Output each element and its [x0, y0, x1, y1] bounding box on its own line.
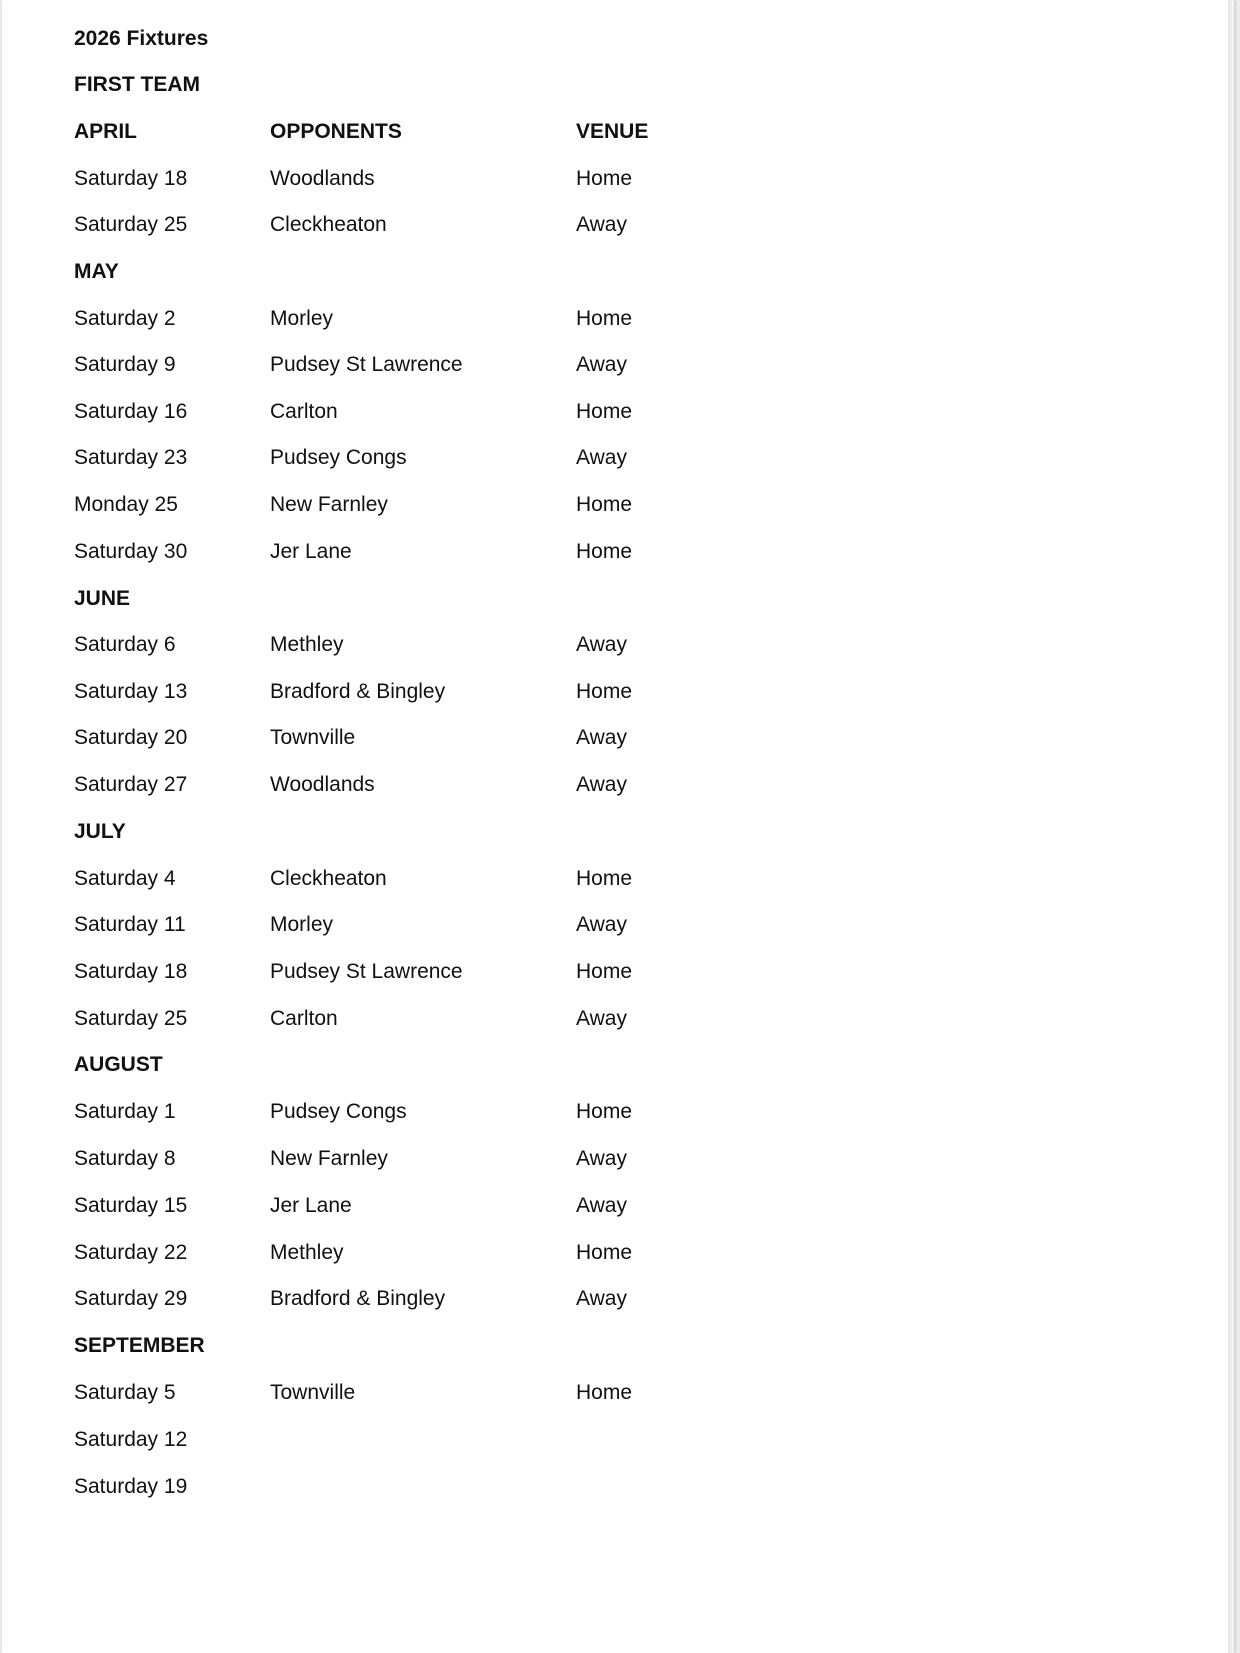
page-edge-shadow [1228, 0, 1234, 1653]
fixture-opponent: Bradford & Bingley [270, 1287, 446, 1310]
fixture-venue: Home [576, 167, 633, 190]
fixture-opponent: Jer Lane [270, 1194, 352, 1217]
fixture-date: Saturday 9 [74, 353, 176, 376]
fixture-venue: Away [576, 213, 627, 236]
fixture-date: Saturday 19 [74, 1475, 188, 1498]
fixture-venue: Away [576, 726, 627, 749]
fixture-opponent: Woodlands [270, 167, 375, 190]
fixture-date: Saturday 15 [74, 1194, 188, 1217]
fixture-opponent: Townville [270, 726, 356, 749]
fixture-date: Saturday 1 [74, 1100, 176, 1123]
fixture-opponent: Townville [270, 1381, 356, 1404]
fixture-venue: Home [576, 400, 633, 423]
fixture-opponent: Pudsey St Lawrence [270, 960, 463, 983]
month-heading-september: SEPTEMBER [74, 1334, 205, 1357]
fixture-date: Saturday 18 [74, 960, 188, 983]
fixture-date: Saturday 25 [74, 213, 188, 236]
fixture-opponent: Morley [270, 307, 334, 330]
fixture-date: Saturday 27 [74, 773, 188, 796]
month-heading-july: JULY [74, 820, 126, 843]
document-title: 2026 Fixtures [74, 27, 209, 50]
fixture-date: Saturday 22 [74, 1241, 188, 1264]
month-heading-may: MAY [74, 260, 119, 283]
fixture-opponent: Cleckheaton [270, 213, 387, 236]
fixture-opponent: Jer Lane [270, 540, 352, 563]
fixture-opponent: Pudsey St Lawrence [270, 353, 463, 376]
fixture-date: Saturday 11 [74, 913, 186, 936]
fixture-venue: Away [576, 446, 627, 469]
fixture-opponent: Woodlands [270, 773, 375, 796]
fixture-venue: Away [576, 773, 627, 796]
fixture-opponent: Methley [270, 1241, 344, 1264]
fixture-opponent: Carlton [270, 400, 338, 423]
fixture-date: Saturday 16 [74, 400, 188, 423]
fixture-venue: Away [576, 1147, 627, 1170]
fixture-opponent: Morley [270, 913, 334, 936]
fixture-venue: Away [576, 1287, 627, 1310]
month-heading-august: AUGUST [74, 1053, 163, 1076]
venue-column-header: VENUE [576, 120, 649, 143]
fixture-venue: Home [576, 1241, 633, 1264]
fixture-venue: Away [576, 1194, 627, 1217]
fixture-venue: Home [576, 680, 633, 703]
fixture-opponent: Pudsey Congs [270, 1100, 407, 1123]
fixture-opponent: Pudsey Congs [270, 446, 407, 469]
fixture-opponent: New Farnley [270, 493, 388, 516]
fixture-venue: Home [576, 307, 633, 330]
fixture-venue: Away [576, 353, 627, 376]
fixture-venue: Home [576, 493, 633, 516]
fixture-opponent: Carlton [270, 1007, 338, 1030]
fixture-venue: Home [576, 960, 633, 983]
fixture-venue: Away [576, 913, 627, 936]
fixture-date: Saturday 23 [74, 446, 188, 469]
fixture-venue: Away [576, 633, 627, 656]
fixture-date: Saturday 6 [74, 633, 176, 656]
opponents-column-header: OPPONENTS [270, 120, 402, 143]
fixture-date: Saturday 18 [74, 167, 188, 190]
month-heading-june: JUNE [74, 587, 131, 610]
team-heading: FIRST TEAM [74, 73, 200, 96]
fixture-venue: Home [576, 1381, 633, 1404]
document-page [2, 0, 1234, 1653]
fixture-opponent: Cleckheaton [270, 867, 387, 890]
fixture-venue: Home [576, 540, 633, 563]
fixture-date: Saturday 20 [74, 726, 188, 749]
fixture-venue: Home [576, 867, 633, 890]
fixture-date: Saturday 29 [74, 1287, 188, 1310]
fixture-opponent: Methley [270, 633, 344, 656]
fixture-date: Saturday 5 [74, 1381, 176, 1404]
fixture-opponent: Bradford & Bingley [270, 680, 446, 703]
fixture-date: Saturday 25 [74, 1007, 188, 1030]
fixture-date: Saturday 2 [74, 307, 176, 330]
fixture-venue: Home [576, 1100, 633, 1123]
fixture-date: Saturday 13 [74, 680, 188, 703]
fixture-date: Saturday 4 [74, 867, 176, 890]
fixture-date: Saturday 8 [74, 1147, 176, 1170]
fixture-date: Monday 25 [74, 493, 178, 516]
fixture-date: Saturday 30 [74, 540, 188, 563]
fixture-opponent: New Farnley [270, 1147, 388, 1170]
fixture-date: Saturday 12 [74, 1428, 188, 1451]
fixture-venue: Away [576, 1007, 627, 1030]
month-heading-april: APRIL [74, 120, 137, 143]
